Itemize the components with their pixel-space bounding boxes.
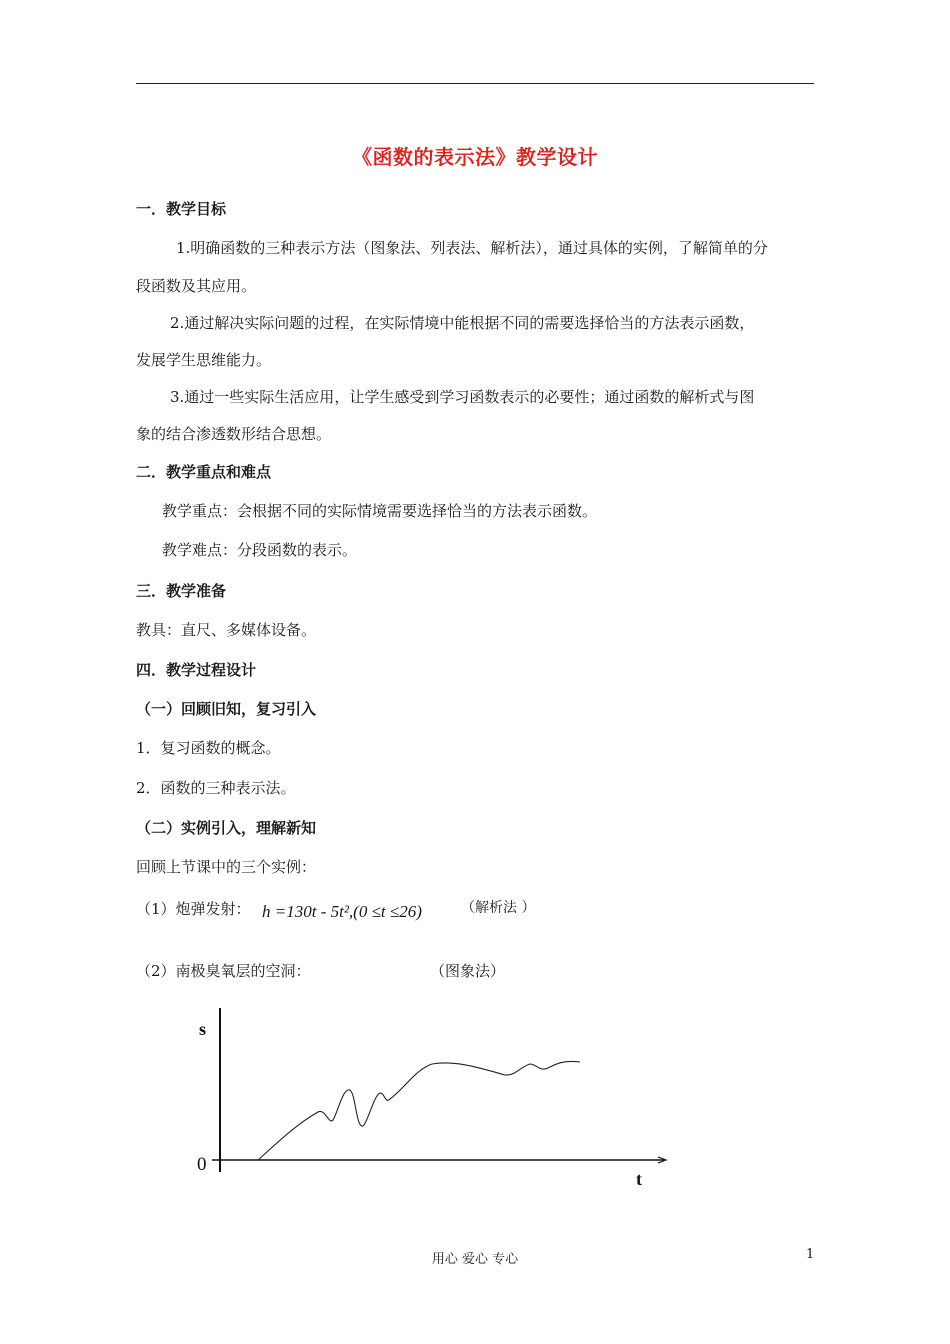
page-number: 1 [806,1247,815,1262]
x-axis-label: t [636,1169,642,1189]
objective-1-line-1: 1.明确函数的三种表示方法（图象法、列表法、解析法），通过具体的实例，了解简单的分 [176,239,768,257]
origin-label: 0 [197,1154,207,1175]
objective-3-line-2: 象的结合渗透数形结合思想。 [136,425,332,443]
example-2-method: （图象法） [430,962,506,980]
section-2-heading: 二．教学重点和难点 [136,463,272,481]
section-4-heading: 四．教学过程设计 [136,661,257,679]
example-1-label: （1）炮弹发射： [136,900,251,918]
objective-2-line-1: 2.通过解决实际问题的过程，在实际情境中能根据不同的需要选择恰当的方法表示函数， [170,314,755,332]
example-1-formula: h =130t - 5t²,(0 ≤t ≤26) [262,902,422,921]
y-axis-label: s [199,1019,207,1039]
example-1-method: （解析法 ） [461,900,536,916]
objective-1-line-2: 段函数及其应用。 [136,277,257,295]
recall-text: 回顾上节课中的三个实例： [136,858,317,876]
review-item-2: 2．函数的三种表示法。 [136,779,296,797]
subsection-2-heading: （二）实例引入，理解新知 [136,819,317,837]
section-1-heading: 一．教学目标 [136,200,227,218]
objective-3-line-1: 3.通过一些实际生活应用，让学生感受到学习函数表示的必要性；通过函数的解析式与图 [170,388,755,406]
ozone-curve [258,1061,580,1160]
subsection-1-heading: （一）回顾旧知，复习引入 [136,700,317,718]
section-3-heading: 三．教学准备 [136,582,227,600]
tools: 教具：直尺、多媒体设备。 [136,621,317,639]
key-point: 教学重点：会根据不同的实际情境需要选择恰当的方法表示函数。 [162,502,598,520]
example-2-label: （2）南极臭氧层的空洞： [136,962,311,980]
difficulty: 教学难点：分段函数的表示。 [162,541,358,559]
document-title: 《函数的表示法》教学设计 [352,145,598,169]
objective-2-line-2: 发展学生思维能力。 [136,351,272,369]
footer-motto: 用心 爱心 专心 [431,1252,519,1267]
review-item-1: 1．复习函数的概念。 [136,739,281,757]
